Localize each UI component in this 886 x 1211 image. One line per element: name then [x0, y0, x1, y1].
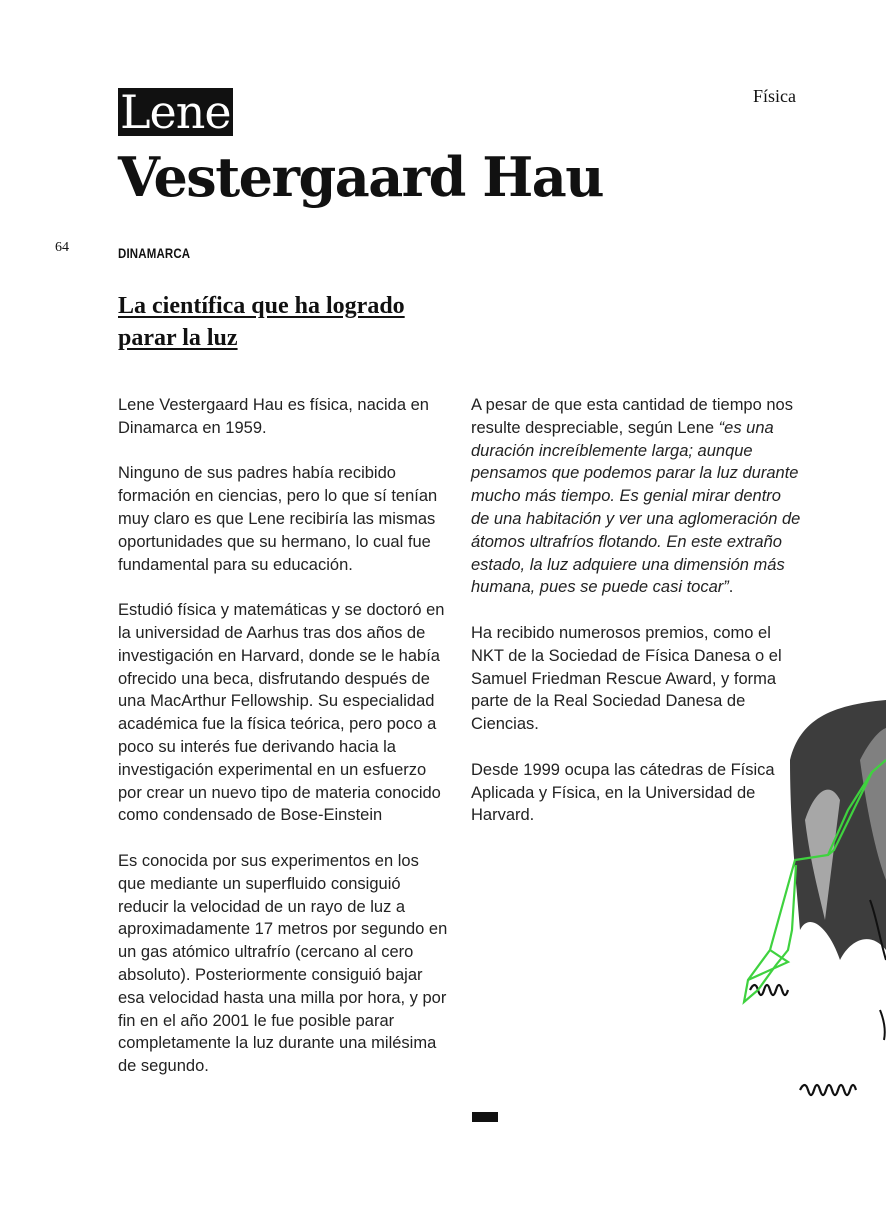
end-of-article-mark [472, 1112, 498, 1122]
paragraph: Ha recibido numerosos premios, como el NKT de la Sociedad de Física Danesa o el Samuel Friedman Rescue Award, y forma parte de la Real Sociedad Danesa de Ciencias. [471, 623, 782, 734]
left-column [118, 394, 448, 1101]
quote-intro: A pesar de que esta cantidad de tiempo nos resulte despreciable, según Lene [471, 396, 793, 437]
title-last-name: Vestergaard Hau [118, 145, 603, 209]
paragraph-quote [471, 394, 801, 599]
page-number: 64 [55, 240, 69, 255]
paragraph: Lene Vestergaard Hau es física, nacida en Dinamarca en 1959. [118, 396, 429, 437]
paragraph: Estudió física y matemáticas y se doctoró en la universidad de Aarhus tras dos años de investigación en Harvard, donde se le había ofrecido una beca, disfrutando después de una MacArthur Fellowship. Su especialidad académica fue la física teórica, pero poco a poco su interés fue derivando hacia la investigación experimental en un esfuerzo por crear un nuevo tipo de materia conocido como condensado de Bose-Einstein [118, 601, 445, 825]
section-category: Física [753, 86, 796, 106]
quote-text: “es una duración increíblemente larga; aunque pensamos que podemos parar la luz durante mucho más tiempo. Es genial mirar dentro de una habitación y ver una aglomeración de átomos ultrafríos flotando. En este extraño estado, la luz adquiere una dimensión más humana, pues se puede casi tocar” [471, 418, 801, 597]
paragraph: Es conocida por sus experimentos en los que mediante un superfluido consiguió reducir la velocidad de un rayo de luz a aproximadamente 17 metros por segundo en un gas atómico ultrafrío (cercano al cero absoluto). Posteriormente consiguió bajar esa velocidad hasta una milla por hora, y por fin en el año 2001 le fue posible parar completamente la luz durante una milésima de segundo. [118, 851, 448, 1076]
portrait-illustration [730, 700, 886, 1130]
title-first-name: Lene [120, 85, 231, 139]
country-label: DINAMARCA [118, 245, 191, 261]
subtitle: La científica que ha logrado parar la luz [118, 293, 405, 351]
paragraph: Ninguno de sus padres había recibido formación en ciencias, pero lo que sí tenían muy claro es que Lene recibiría las mismas oportunidades que su hermano, lo cual fue fundamental para su educación. [118, 464, 438, 574]
quote-end: . [728, 578, 734, 597]
paragraph: Desde 1999 ocupa las cátedras de Física Aplicada y Física, en la Universidad de Harvard. [471, 760, 775, 825]
